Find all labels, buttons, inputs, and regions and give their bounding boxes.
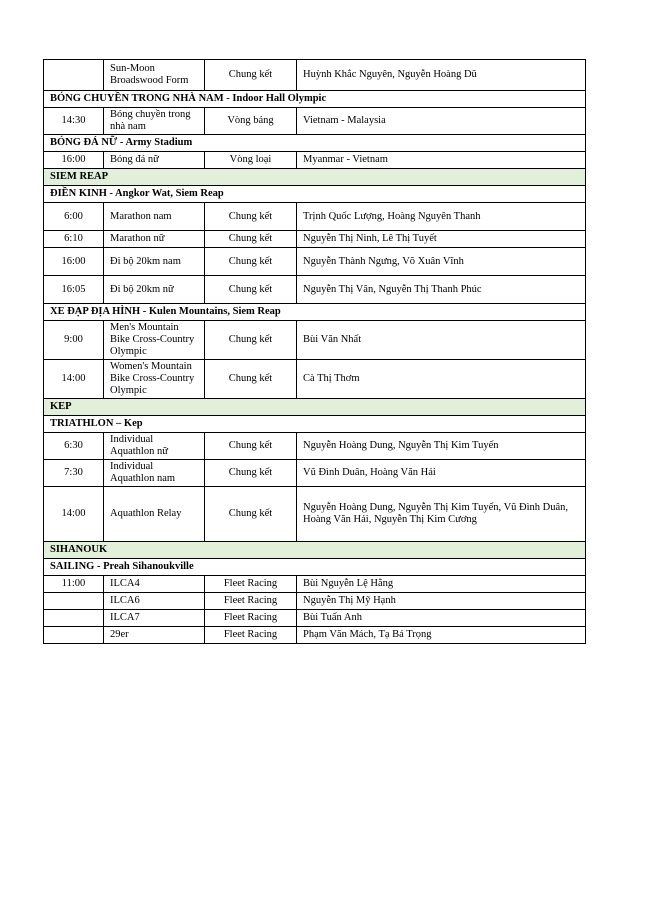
event-time: 6:00 — [44, 203, 104, 231]
sport-venue-heading: ĐIỀN KINH - Angkor Wat, Siem Reap — [44, 186, 586, 203]
venue-heading-row — [44, 416, 586, 433]
event-time: 9:00 — [44, 321, 104, 360]
event-name: Marathon nữ — [104, 231, 205, 248]
event-name: Bóng đá nữ — [104, 152, 205, 169]
event-athletes: Vietnam - Malaysia — [297, 108, 586, 135]
location-heading: KEP — [44, 399, 586, 416]
event-name: ILCA7 — [104, 610, 205, 627]
venue-heading-row — [44, 559, 586, 576]
event-row — [44, 231, 586, 248]
event-round: Chung kết — [205, 321, 297, 360]
event-row — [44, 108, 586, 135]
venue-heading-row — [44, 186, 586, 203]
event-time: 6:10 — [44, 231, 104, 248]
event-name: Individual Aquathlon nữ — [104, 433, 205, 460]
event-athletes: Bùi Tuấn Anh — [297, 610, 586, 627]
event-round: Fleet Racing — [205, 627, 297, 644]
event-athletes: Myanmar - Vietnam — [297, 152, 586, 169]
location-section-row — [44, 542, 586, 559]
event-athletes: Phạm Văn Mách, Tạ Bá Trọng — [297, 627, 586, 644]
event-athletes: Nguyễn Thị Mỹ Hạnh — [297, 593, 586, 610]
event-row — [44, 487, 586, 542]
venue-heading-row — [44, 135, 586, 152]
event-row — [44, 360, 586, 399]
event-round: Vòng bảng — [205, 108, 297, 135]
sport-venue-heading: TRIATHLON – Kep — [44, 416, 586, 433]
event-row — [44, 433, 586, 460]
location-section-row — [44, 169, 586, 186]
event-time — [44, 593, 104, 610]
location-section-row — [44, 399, 586, 416]
event-athletes: Nguyễn Hoàng Dung, Nguyễn Thị Kim Tuyến — [297, 433, 586, 460]
event-athletes: Nguyễn Hoàng Dung, Nguyễn Thị Kim Tuyến, Vũ Đình Duân, Hoàng Văn Hải, Nguyễn Thị Kim Cương — [297, 487, 586, 542]
sport-venue-heading: SAILING - Preah Sihanoukville — [44, 559, 586, 576]
event-athletes: Nguyễn Thành Ngưng, Võ Xuân Vĩnh — [297, 248, 586, 276]
event-time — [44, 627, 104, 644]
event-time: 7:30 — [44, 460, 104, 487]
venue-heading-row — [44, 304, 586, 321]
schedule-document — [43, 59, 585, 644]
event-row — [44, 321, 586, 360]
event-time: 16:00 — [44, 248, 104, 276]
event-athletes: Bùi Văn Nhất — [297, 321, 586, 360]
event-round: Fleet Racing — [205, 576, 297, 593]
sport-venue-heading: XE ĐẠP ĐỊA HÌNH - Kulen Mountains, Siem Reap — [44, 304, 586, 321]
event-round: Chung kết — [205, 60, 297, 91]
schedule-body — [44, 60, 586, 644]
event-time: 14:00 — [44, 487, 104, 542]
event-time: 16:05 — [44, 276, 104, 304]
event-athletes: Vũ Đình Duân, Hoàng Văn Hải — [297, 460, 586, 487]
event-row — [44, 593, 586, 610]
event-row — [44, 276, 586, 304]
event-row — [44, 610, 586, 627]
event-round: Chung kết — [205, 231, 297, 248]
event-row — [44, 203, 586, 231]
event-row — [44, 248, 586, 276]
event-time: 6:30 — [44, 433, 104, 460]
location-heading: SIEM REAP — [44, 169, 586, 186]
event-round: Chung kết — [205, 203, 297, 231]
event-round: Chung kết — [205, 460, 297, 487]
event-name: Sun-Moon Broadswood Form — [104, 60, 205, 91]
venue-heading-row — [44, 91, 586, 108]
sport-venue-heading: BÓNG CHUYỀN TRONG NHÀ NAM - Indoor Hall Olympic — [44, 91, 586, 108]
event-athletes: Trịnh Quốc Lượng, Hoàng Nguyên Thanh — [297, 203, 586, 231]
event-name: Marathon nam — [104, 203, 205, 231]
event-athletes: Nguyễn Thị Vân, Nguyễn Thị Thanh Phúc — [297, 276, 586, 304]
event-name: ILCA4 — [104, 576, 205, 593]
event-round: Vòng loại — [205, 152, 297, 169]
event-round: Chung kết — [205, 487, 297, 542]
event-time: 14:00 — [44, 360, 104, 399]
event-name: Bóng chuyền trong nhà nam — [104, 108, 205, 135]
event-row — [44, 60, 586, 91]
schedule-table — [43, 59, 586, 644]
event-round: Chung kết — [205, 433, 297, 460]
event-round: Chung kết — [205, 360, 297, 399]
event-round: Fleet Racing — [205, 593, 297, 610]
event-row — [44, 627, 586, 644]
event-name: ILCA6 — [104, 593, 205, 610]
event-athletes: Nguyễn Thị Ninh, Lê Thị Tuyết — [297, 231, 586, 248]
event-time: 11:00 — [44, 576, 104, 593]
location-heading: SIHANOUK — [44, 542, 586, 559]
sport-venue-heading: BÓNG ĐÁ NỮ - Army Stadium — [44, 135, 586, 152]
event-time: 16:00 — [44, 152, 104, 169]
event-time: 14:30 — [44, 108, 104, 135]
event-athletes: Bùi Nguyễn Lệ Hằng — [297, 576, 586, 593]
event-athletes: Huỳnh Khắc Nguyên, Nguyễn Hoàng Dũ — [297, 60, 586, 91]
event-name: 29er — [104, 627, 205, 644]
event-name: Aquathlon Relay — [104, 487, 205, 542]
event-name: Women's Mountain Bike Cross-Country Olympic — [104, 360, 205, 399]
event-row — [44, 152, 586, 169]
event-time — [44, 60, 104, 91]
event-name: Đi bộ 20km nữ — [104, 276, 205, 304]
event-round: Fleet Racing — [205, 610, 297, 627]
event-row — [44, 460, 586, 487]
event-name: Đi bộ 20km nam — [104, 248, 205, 276]
event-name: Men's Mountain Bike Cross-Country Olympic — [104, 321, 205, 360]
event-name: Individual Aquathlon nam — [104, 460, 205, 487]
event-time — [44, 610, 104, 627]
event-athletes: Cà Thị Thơm — [297, 360, 586, 399]
event-row — [44, 576, 586, 593]
event-round: Chung kết — [205, 276, 297, 304]
event-round: Chung kết — [205, 248, 297, 276]
